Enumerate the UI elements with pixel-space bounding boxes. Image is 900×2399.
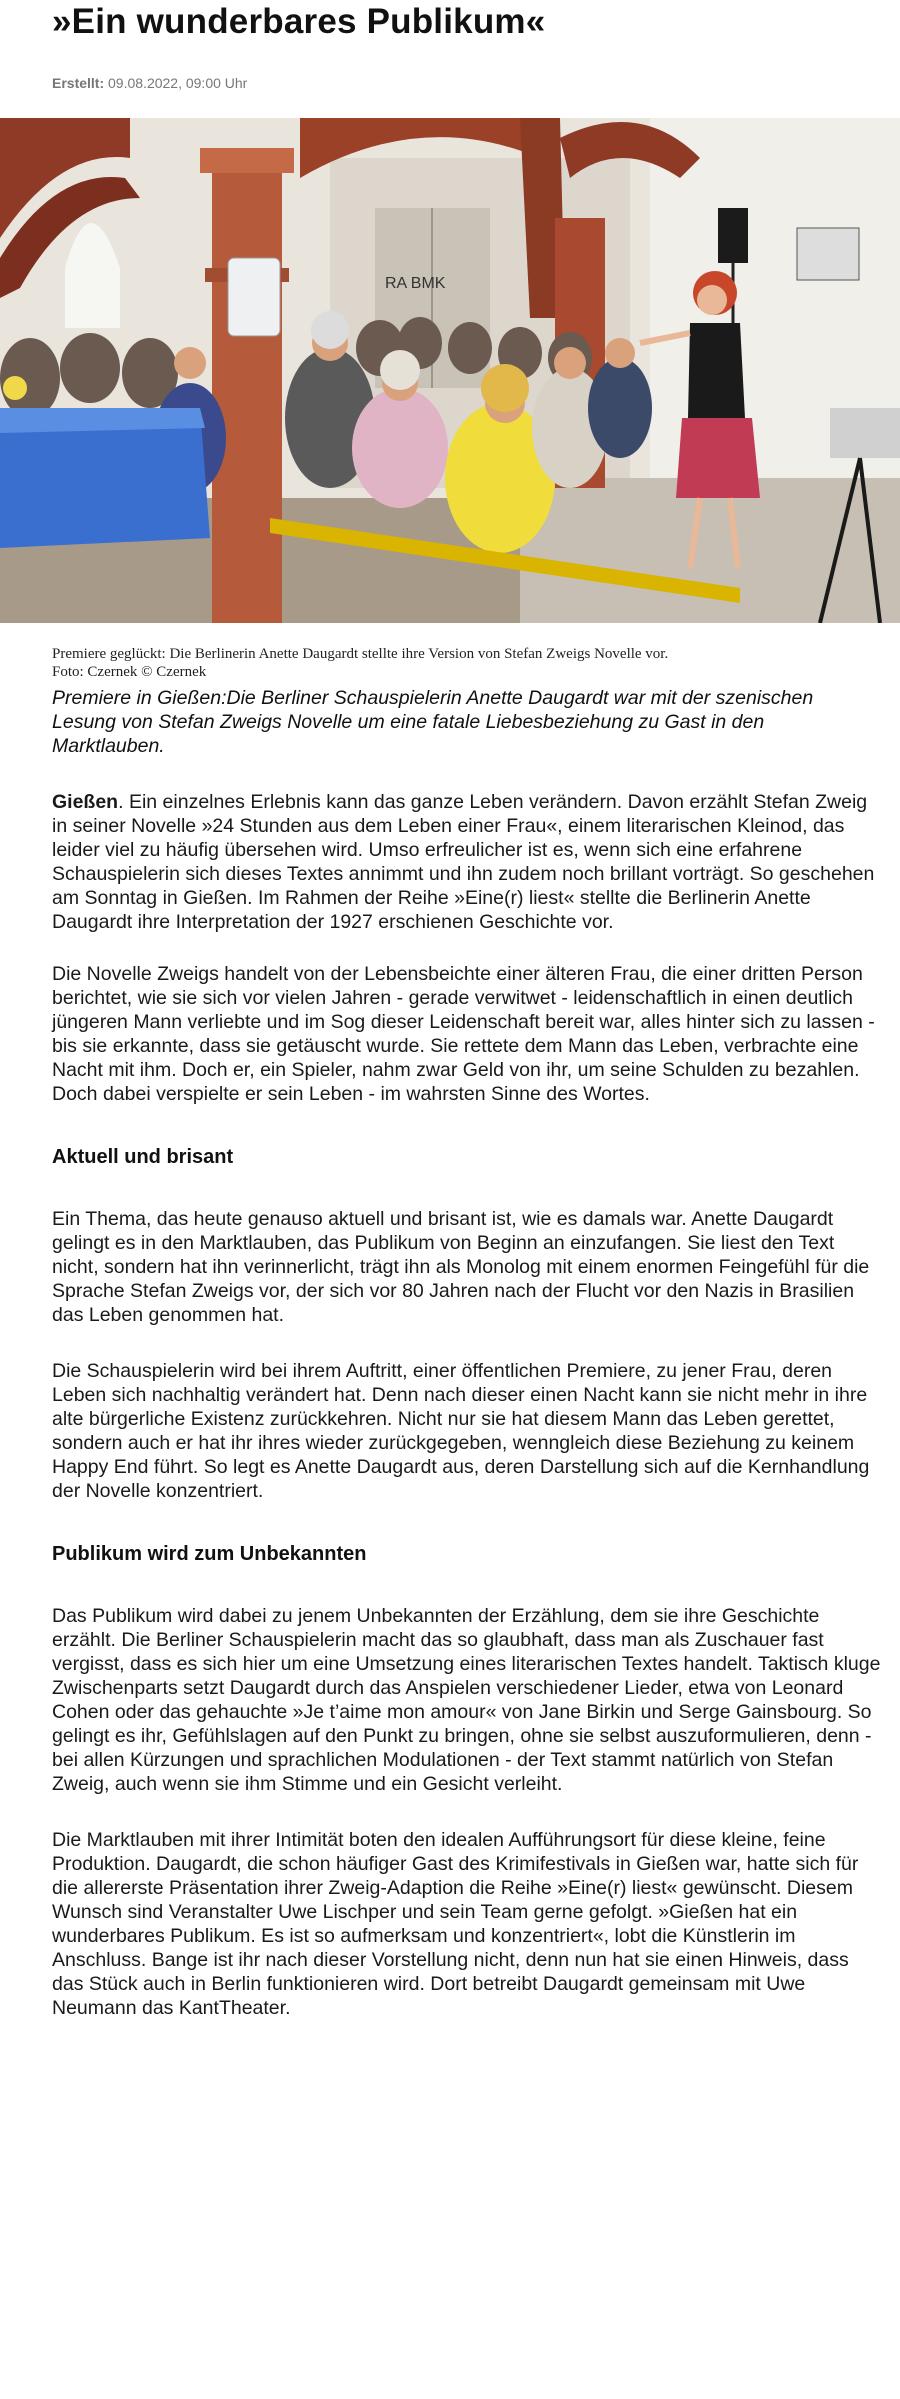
article-meta <box>52 75 247 91</box>
photo-credit: Foto: Czernek © Czernek <box>52 664 207 680</box>
paragraph-2: Die Novelle Zweigs handelt von der Lebensbeichte einer älteren Frau, die einer dritten Person berichtet, wie sie sich vor vielen Jahren - gerade verwitwet - leidenschaftlich in einen deutlich jüngeren Mann verliebte und im Sog dieser Leidenschaft bereit war, alles hinter sich zu lassen - bis sie erkannte, dass sie getäuscht wurde. Sie rettete dem Mann das Leben, verbrachte eine Nacht mit ihm. Doch er, ein Spieler, nahm zwar Geld von ihr, um seine Schulden zu bezahlen. Doch dabei verspielte er sein Leben - im wahrsten Sinne des Wortes. <box>52 963 875 1105</box>
paragraph-5: Das Publikum wird dabei zu jenem Unbekannten der Erzählung, dem sie ihre Geschichte erzählt. Die Berliner Schauspielerin macht das so glaubhaft, dass man als Zuschauer fast vergisst, dass es sich hier um eine Umsetzung eines literarischen Textes handelt. Taktisch kluge Zwischenparts setzt Daugardt durch das Anspielen verschiedener Lieder, etwa von Leonard Cohen oder das gehauchte »Je t’aime mon amour« von Jane Birkin und Serge Gainsbourg. So gelingt es ihr, Gefühlslagen auf den Punkt zu bringen, ohne sie selbst auszuformulieren, denn - bei allen Kürzungen und sprachlichen Modulationen - der Text stammt natürlich von Stefan Zweig, auch wenn sie ihm Stimme und ein Gesicht verleiht. <box>52 1605 881 1795</box>
paragraph-4: Die Schauspielerin wird bei ihrem Auftritt, einer öffentlichen Premiere, zu jener Frau, deren Leben sich nachhaltig verändert hat. Denn nach dieser einen Nacht kann sie nicht mehr in ihre alte bürgerliche Existenz zurückkehren. Nicht nur sie hat diesem Mann das Leben gerettet, sondern auch er hat ihr ihres wieder zurückgegeben, wenngleich diese Beziehung zu keinem Happy End führt. So legt es Anette Daugardt aus, deren Darstellung sich auf die Kernhandlung der Novelle konzentriert. <box>52 1360 870 1502</box>
paragraph-1-text: . Ein einzelnes Erlebnis kann das ganze Leben verändern. Davon erzählt Stefan Zweig in seiner Novelle »24 Stunden aus dem Leben einer Frau«, einem literarischen Kleinod, das leider viel zu häufig übersehen wird. Umso erfreulicher ist es, wenn sich eine erfahrene Schauspielerin sich dieses Textes annimmt und ihn zudem noch brillant vorträgt. So geschehen am Sonntag in Gießen. Im Rahmen der Reihe »Eine(r) liest« stellte die Berlinerin Anette Daugardt ihre Interpretation der 1927 erschienen Geschichte vor. <box>52 791 875 933</box>
subheading-1: Aktuell und brisant <box>52 1146 234 1168</box>
article-teaser: Premiere in Gießen:Die Berliner Schauspielerin Anette Daugardt war mit der szenischen Lesung von Stefan Zweigs Novelle um eine fatale Liebesbeziehung zu Gast in den Marktlauben. <box>52 687 814 757</box>
caption-text: Premiere geglückt: Die Berlinerin Anette Daugardt stellte ihre Version von Stefan Zweigs Novelle vor. <box>52 646 669 662</box>
article-title: »Ein wunderbares Publikum« <box>52 2 546 41</box>
dateline: Gießen <box>52 791 119 813</box>
paragraph-3: Ein Thema, das heute genauso aktuell und brisant ist, wie es damals war. Anette Daugardt gelingt es in den Marktlauben, das Publikum von Beginn an einzufangen. Sie liest den Text nicht, sondern hat ihn verinnerlicht, trägt ihn als Monolog mit einem enormen Feingefühl für die Sprache Stefan Zweigs vor, der sich vor 80 Jahren nach der Flucht vor den Nazis in Brasilien das Leben genommen hat. <box>52 1208 870 1326</box>
created-label: Erstellt: <box>52 75 105 91</box>
paragraph-6: Die Marktlauben mit ihrer Intimität boten den idealen Aufführungsort für diese kleine, feine Produktion. Daugardt, die schon häufiger Gast des Krimifestivals in Gießen war, hatte sich für die allererste Präsentation ihrer Zweig-Adaption die Reihe »Eine(r) liest« gewünscht. Diesem Wunsch sind Veranstalter Uwe Lischper und sein Team gerne gefolgt. »Gießen hat ein wunderbares Publikum. Es ist so aufmerksam und konzentriert«, lobt die Künstlerin im Anschluss. Bange ist ihr nach dieser Vorstellung nicht, denn nun hat sie einen Hinweis, dass das Stück auch in Berlin funktionieren wird. Dort betreibt Daugardt gemeinsam mit Uwe Neumann das KantTheater. <box>52 1829 859 2019</box>
wall-graffiti: RA BMK <box>385 275 446 292</box>
paragraph-1 <box>52 790 882 934</box>
subheading-2: Publikum wird zum Unbekannten <box>52 1543 367 1565</box>
created-date: 09.08.2022, 09:00 Uhr <box>108 75 248 91</box>
article-body <box>52 790 882 2048</box>
photo-caption <box>52 645 872 681</box>
article-photo[interactable] <box>0 118 900 623</box>
